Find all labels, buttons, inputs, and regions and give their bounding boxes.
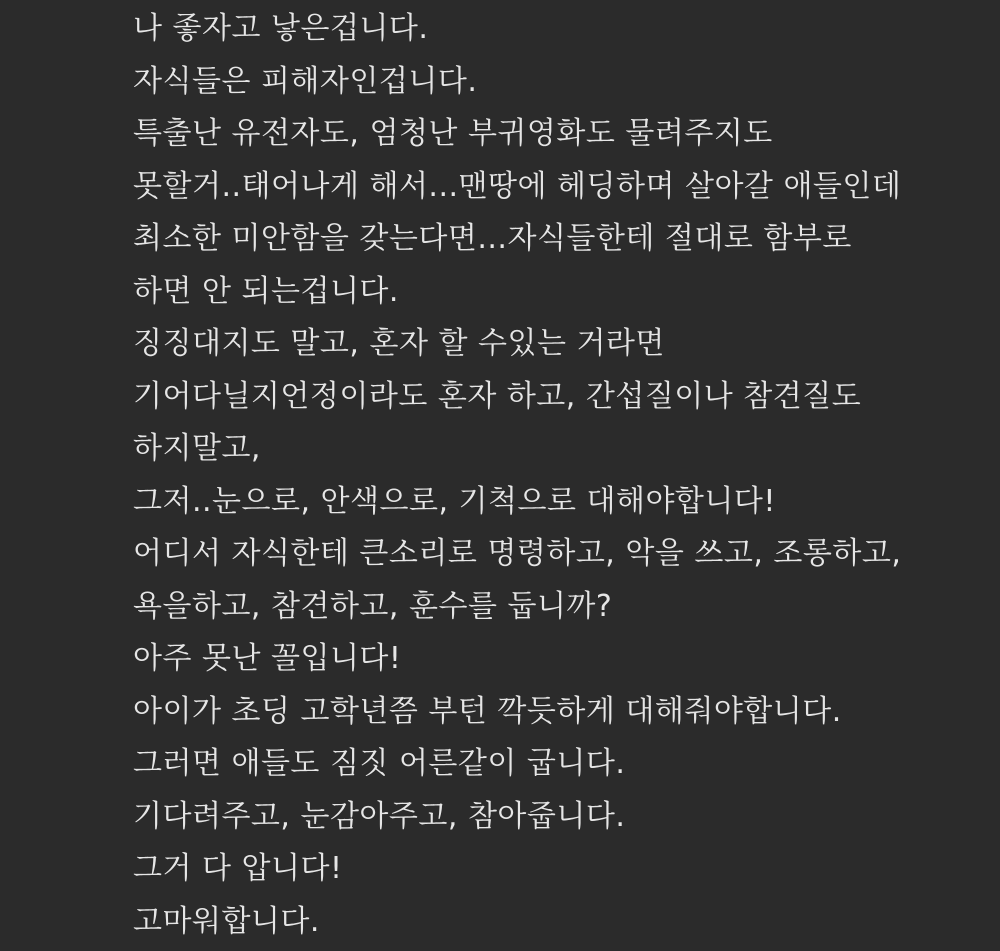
text-line: 자식들은 피해자인겁니다. xyxy=(133,59,901,112)
text-line: 최소한 미안함을 갖는다면...자식들한테 절대로 함부로 xyxy=(133,216,901,269)
text-line: 아이가 초딩 고학년쯤 부턴 깍듯하게 대해줘야합니다. xyxy=(133,689,901,742)
text-line: 고마워합니다. xyxy=(133,899,901,951)
text-line: 기다려주고, 눈감아주고, 참아줍니다. xyxy=(133,794,901,847)
text-line: 그저..눈으로, 안색으로, 기척으로 대해야합니다! xyxy=(133,479,901,532)
post-text xyxy=(133,6,901,951)
text-line: 욕을하고, 참견하고, 훈수를 둡니까? xyxy=(133,584,901,637)
text-line: 아주 못난 꼴입니다! xyxy=(133,636,901,689)
text-line: 하지말고, xyxy=(133,426,901,479)
text-line: 나 좋자고 낳은겁니다. xyxy=(133,6,901,59)
text-line: 징징대지도 말고, 혼자 할 수있는 거라면 xyxy=(133,321,901,374)
text-line: 그거 다 압니다! xyxy=(133,846,901,899)
text-line: 못할거..태어나게 해서...맨땅에 헤딩하며 살아갈 애들인데 xyxy=(133,164,901,217)
text-line: 특출난 유전자도, 엄청난 부귀영화도 물려주지도 xyxy=(133,111,901,164)
text-line: 기어다닐지언정이라도 혼자 하고, 간섭질이나 참견질도 xyxy=(133,374,901,427)
text-line: 그러면 애들도 짐짓 어른같이 굽니다. xyxy=(133,741,901,794)
text-line: 어디서 자식한테 큰소리로 명령하고, 악을 쓰고, 조롱하고, xyxy=(133,531,901,584)
text-line: 하면 안 되는겁니다. xyxy=(133,269,901,322)
